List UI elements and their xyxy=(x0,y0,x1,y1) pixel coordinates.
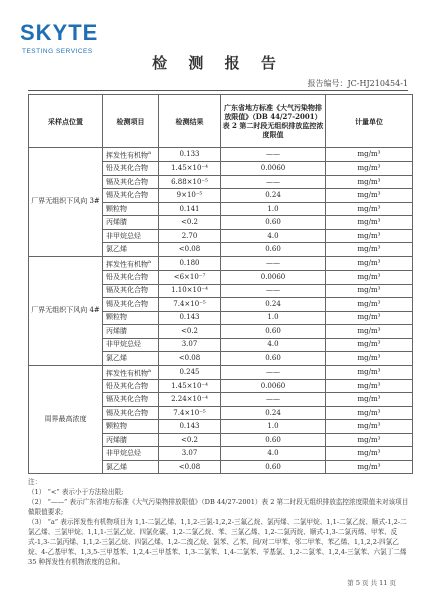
item-cell xyxy=(103,284,159,298)
report-number: 报告编号：JC-HJ210454-1 xyxy=(307,79,408,88)
limit-cell: 4.0 xyxy=(221,447,326,461)
unit-cell: mg/m³ xyxy=(326,379,413,393)
item-label: 氯乙烯 xyxy=(106,353,127,362)
result-cell: 7.4×10⁻⁵ xyxy=(159,406,221,420)
item-label: 颗粒物 xyxy=(106,313,127,322)
table-header-row xyxy=(29,95,413,148)
unit-cell: mg/m³ xyxy=(326,447,413,461)
header-limit: 广东省地方标准《大气污染物排放限值》（DB 44/27-2001）表 2 第二时段无组织排放监控浓度限值 xyxy=(221,95,326,148)
location-cell: 周界最高浓度 xyxy=(29,365,103,474)
item-label: 氯乙烯 xyxy=(106,245,127,254)
location-cell: 厂界无组织下风向 4# xyxy=(29,256,103,365)
item-cell xyxy=(103,148,159,162)
item-mark: a xyxy=(148,150,151,156)
result-cell: 2.70 xyxy=(159,229,221,243)
table-row xyxy=(29,365,413,379)
header-divider xyxy=(28,90,408,91)
note-2: （2） “——” 表示广东省地方标准《大气污染物排放限值》（DB 44/27-2001）表 2 第二时段无组织排放监控浓度限值未对该项目做限值要求; xyxy=(28,498,409,516)
limit-cell: 0.60 xyxy=(221,216,326,230)
limit-cell: 0.60 xyxy=(221,243,326,257)
limit-cell: 4.0 xyxy=(221,229,326,243)
unit-cell: mg/m³ xyxy=(326,216,413,230)
limit-cell: —— xyxy=(221,148,326,162)
result-cell: 1.45×10⁻⁴ xyxy=(159,162,221,176)
notes-section xyxy=(28,477,412,567)
results-table xyxy=(28,94,413,474)
unit-cell: mg/m³ xyxy=(326,298,413,312)
item-cell xyxy=(103,271,159,285)
result-cell: <0.2 xyxy=(159,216,221,230)
unit-cell: mg/m³ xyxy=(326,148,413,162)
result-cell: 3.07 xyxy=(159,447,221,461)
unit-cell: mg/m³ xyxy=(326,271,413,285)
result-cell: 7.4×10⁻⁵ xyxy=(159,298,221,312)
item-label: 挥发性有机物 xyxy=(106,368,148,377)
limit-cell: —— xyxy=(221,256,326,270)
limit-cell: 0.60 xyxy=(221,460,326,474)
item-label: 氯乙烯 xyxy=(106,462,127,471)
limit-cell: 0.24 xyxy=(221,406,326,420)
result-cell: 0.180 xyxy=(159,256,221,270)
unit-cell: mg/m³ xyxy=(326,175,413,189)
item-label: 锡及其化合物 xyxy=(106,191,148,200)
item-label: 挥发性有机物 xyxy=(106,260,148,269)
item-cell xyxy=(103,352,159,366)
location-cell: 厂界无组织下风向 3# xyxy=(29,148,103,257)
unit-cell: mg/m³ xyxy=(326,393,413,407)
item-cell xyxy=(103,189,159,203)
item-cell xyxy=(103,338,159,352)
item-cell xyxy=(103,447,159,461)
item-label: 非甲烷总烃 xyxy=(106,449,141,458)
unit-cell: mg/m³ xyxy=(326,460,413,474)
item-cell xyxy=(103,379,159,393)
item-cell xyxy=(103,202,159,216)
result-cell: 6.88×10⁻⁵ xyxy=(159,175,221,189)
item-label: 镉及其化合物 xyxy=(106,395,148,404)
limit-cell: 1.0 xyxy=(221,311,326,325)
unit-cell: mg/m³ xyxy=(326,189,413,203)
unit-cell: mg/m³ xyxy=(326,325,413,339)
item-label: 镉及其化合物 xyxy=(106,177,148,186)
unit-cell: mg/m³ xyxy=(326,433,413,447)
brand-tagline: TESTING SERVICES xyxy=(22,48,93,55)
header-unit: 计量单位 xyxy=(326,95,413,148)
unit-cell: mg/m³ xyxy=(326,202,413,216)
result-cell: 0.141 xyxy=(159,202,221,216)
unit-cell: mg/m³ xyxy=(326,162,413,176)
limit-cell: 1.0 xyxy=(221,420,326,434)
limit-cell: 0.60 xyxy=(221,325,326,339)
unit-cell: mg/m³ xyxy=(326,406,413,420)
page-title: 检 测 报 告 xyxy=(152,54,284,72)
limit-cell: —— xyxy=(221,284,326,298)
result-cell: 1.10×10⁻⁴ xyxy=(159,284,221,298)
item-cell xyxy=(103,365,159,379)
result-cell: <0.08 xyxy=(159,243,221,257)
limit-cell: 0.24 xyxy=(221,298,326,312)
item-label: 锡及其化合物 xyxy=(106,408,148,417)
item-label: 丙烯腈 xyxy=(106,218,127,227)
item-label: 颗粒物 xyxy=(106,422,127,431)
item-cell xyxy=(103,325,159,339)
result-cell: <0.2 xyxy=(159,433,221,447)
result-cell: <0.08 xyxy=(159,460,221,474)
result-cell: 1.45×10⁻⁴ xyxy=(159,379,221,393)
item-cell xyxy=(103,229,159,243)
item-cell xyxy=(103,311,159,325)
result-cell: <0.08 xyxy=(159,352,221,366)
limit-cell: 0.0060 xyxy=(221,271,326,285)
item-cell xyxy=(103,162,159,176)
item-cell xyxy=(103,420,159,434)
item-mark: a xyxy=(148,367,151,374)
limit-cell: 4.0 xyxy=(221,338,326,352)
limit-cell: 0.0060 xyxy=(221,162,326,176)
result-cell: 9×10⁻⁵ xyxy=(159,189,221,203)
result-cell: 0.143 xyxy=(159,311,221,325)
table-row xyxy=(29,256,413,270)
unit-cell: mg/m³ xyxy=(326,256,413,270)
unit-cell: mg/m³ xyxy=(326,352,413,366)
unit-cell: mg/m³ xyxy=(326,229,413,243)
limit-cell: —— xyxy=(221,393,326,407)
item-label: 锡及其化合物 xyxy=(106,299,148,308)
limit-cell: 0.60 xyxy=(221,352,326,366)
item-label: 铅及其化合物 xyxy=(106,272,148,281)
page-number: 第 5 页 共 11 页 xyxy=(347,579,396,587)
item-cell xyxy=(103,393,159,407)
item-cell xyxy=(103,433,159,447)
limit-cell: 0.0060 xyxy=(221,379,326,393)
unit-cell: mg/m³ xyxy=(326,311,413,325)
item-cell xyxy=(103,256,159,270)
result-cell: 0.245 xyxy=(159,365,221,379)
item-label: 铅及其化合物 xyxy=(106,381,148,390)
item-label: 挥发性有机物 xyxy=(106,151,148,160)
item-cell xyxy=(103,175,159,189)
result-cell: <0.2 xyxy=(159,325,221,339)
item-label: 镉及其化合物 xyxy=(106,286,148,295)
item-label: 非甲烷总烃 xyxy=(106,231,141,240)
item-label: 铅及其化合物 xyxy=(106,164,148,173)
item-label: 丙烯腈 xyxy=(106,326,127,335)
limit-cell: —— xyxy=(221,365,326,379)
item-cell xyxy=(103,243,159,257)
item-cell xyxy=(103,460,159,474)
item-mark: a xyxy=(148,258,151,265)
unit-cell: mg/m³ xyxy=(326,420,413,434)
table-row xyxy=(29,148,413,162)
limit-cell: 0.60 xyxy=(221,433,326,447)
item-label: 非甲烷总烃 xyxy=(106,340,141,349)
item-label: 丙烯腈 xyxy=(106,435,127,444)
table-body xyxy=(29,148,413,474)
notes-heading: 注： xyxy=(28,478,42,486)
result-cell: 0.143 xyxy=(159,420,221,434)
limit-cell: —— xyxy=(221,175,326,189)
unit-cell: mg/m³ xyxy=(326,284,413,298)
item-cell xyxy=(103,406,159,420)
result-cell: 3.07 xyxy=(159,338,221,352)
unit-cell: mg/m³ xyxy=(326,338,413,352)
header-result: 检测结果 xyxy=(159,95,221,148)
result-cell: 0.133 xyxy=(159,148,221,162)
limit-cell: 0.24 xyxy=(221,189,326,203)
unit-cell: mg/m³ xyxy=(326,365,413,379)
item-cell xyxy=(103,216,159,230)
note-1: （1） “<” 表示小于方法检出限; xyxy=(28,488,124,496)
limit-cell: 1.0 xyxy=(221,202,326,216)
note-3: （3） “a” 表示挥发性有机物项目为 1,1-二氯乙烯、1,1,2-三氯-1,2,2-三氟乙烷、氯丙烯、二氯甲烷、1,1-二氯乙烷、顺式-1,2-二氯乙烯、三氯甲烷、1,1,1-三氯乙烷、四氯化碳、1,2-二氯乙烷、苯、三氯乙烯、1,2-二氯丙烷、顺式-1,3-二氯丙烯、甲苯、反式-1,3-二氯丙烯、1,1,2-三氯乙烷、四氯乙烯、1,2-二溴乙烷、氯苯、乙苯、间/对二甲苯、邻二甲苯、苯乙烯、1,1,2,2-四氯乙烷、4-乙基甲苯、1,3,5-三甲基苯、1,2,4-三甲基苯、1,3-二氯苯、1,4-二氯苯、苄基氯、1,2-二氯苯、1,2,4-三氯苯、六氯丁二烯 35 种挥发性有机物浓度的总和。 xyxy=(28,518,407,566)
item-cell xyxy=(103,298,159,312)
result-cell: <6×10⁻⁷ xyxy=(159,271,221,285)
result-cell: 2.24×10⁻⁴ xyxy=(159,393,221,407)
item-label: 颗粒物 xyxy=(106,204,127,213)
brand-name: SKYTE xyxy=(20,20,99,45)
header-item: 检测项目 xyxy=(103,95,159,148)
unit-cell: mg/m³ xyxy=(326,243,413,257)
header-location: 采样点位置 xyxy=(29,95,103,148)
